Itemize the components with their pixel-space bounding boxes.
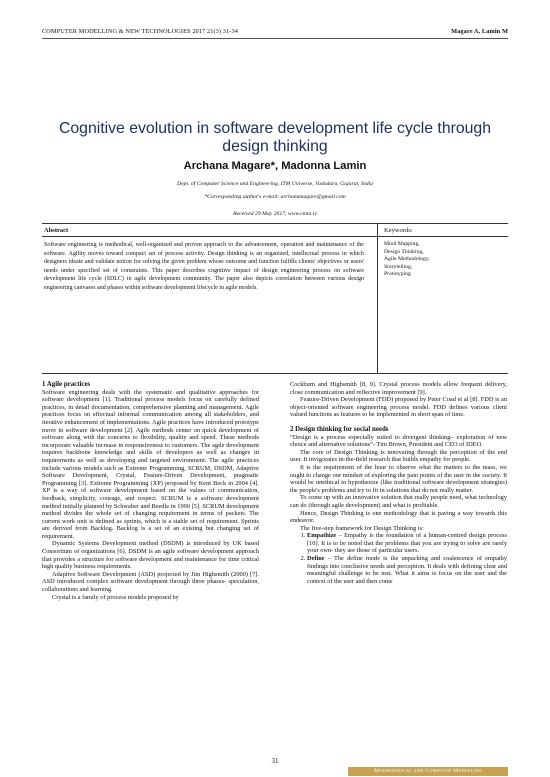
quote: “Design is a process especially suited to divergent thinking– exploration of new choice and alternative solutions”- Tim Brown, President and CEO of IDEO.: [290, 433, 507, 449]
corresponding-email: *Corresponding author's e-mail: archanamagare@gmail.com: [204, 194, 346, 200]
keyword-item: Mind Mapping,: [384, 241, 420, 247]
paragraph: Crystal is a family of process models proposed by: [52, 593, 179, 601]
paragraph: It is the requirement of the hour to observe what the matters to the mass, we ought to change our mindset of exploring the pain points of the user in the society. It would be unethical to hypothesize (like traditional software development strategies) the people's problems and try to fit in solutions that do not really matter.: [290, 463, 507, 494]
step-term: Define: [307, 555, 325, 563]
abstract-bottom-rule: [42, 373, 508, 374]
abstract-keywords-divider: [377, 223, 378, 373]
list-item: [307, 532, 507, 555]
paragraph: Adaptive Software Development (ASD) projected by Jim Highsmith (2000) [7]. ASD introduced complex software development through three phases- speculation, collaborations and learning.: [42, 570, 259, 594]
keywords-list: [384, 241, 430, 279]
right-column: [290, 381, 507, 585]
step-term: Empathize: [307, 532, 337, 540]
step-text: – The define mode is the unpacking and coalescence of empathy findings into conclusive needs and perception. It deals with defining clear and meaningful challenge to be met. What it aims is focus on the user and the context of the user and then come: [307, 555, 507, 585]
paragraph: Hence, Design Thinking is one methodology that is paving a way towards this endeavor.: [290, 509, 507, 525]
paper-title: Cognitive evolution in software development life cycle through design thinking: [58, 120, 492, 155]
paragraph: Feature-Driven Development (FDD) proposed by Peter Coad et al [8]. FDD is an object-oriented software engineering process model. FDD defines various client valued functions as features to be implemented in short span of time.: [290, 396, 507, 419]
paragraph: The five-step framework for Design Thinking is:: [300, 524, 424, 532]
keywords-heading: Keywords:: [384, 227, 413, 234]
section-heading-design-thinking: 2 Design thinking for social needs: [290, 425, 389, 433]
keyword-item: Agile Methodology,: [384, 256, 430, 263]
paragraph: To come up with an innovative solution that really people need, what technology can do (through agile development) and what is profitable.: [290, 494, 507, 509]
step-text: – Empathy is the foundation of a human-centred design process [10]. It is to be noted that the problems that you are trying to solve are rarely your own- they are those of particular users.: [307, 532, 507, 555]
keyword-item: Prototyping: [384, 271, 411, 278]
abstract-heading-rule: [42, 236, 508, 237]
list-item: [307, 555, 507, 585]
paragraph: Software engineering deals with the systematic and qualitative approaches for software development [1]. Traditional process models focus on carefully defined practices, in detail documentation, comprehensive planning and management. Agile practices focus on effectual informal communication among all stakeholders, and iterative enhancement of implementations. Agile practices have introduced prototype move in software development [2]. Agile methods center on quick development of software along with the concerns to flexibility, quality and speed. These methods incorporate valuable increase in responsiveness to customers. The agile development requires backbone knowledge and skills of developers as well as changes in requirements as well as developing and targeted environment. The agile practices include various models such as Extreme Programming, SCRUM, DSDM, Adaptive Software Development, Crystal, Feature-Driven Development, pragmatic Programming [3]. Extreme Programming (XP) proposed by Kent Beck in 2004 [4]. XP is a way of software development based on the values of communication, feedback, simplicity, courage, and respect. SCRUM is a software development method initially planned by Schwaber and Beedle in 1990 [5]. SCRUM development method divides the whole set of changing requirement in terms of packets. The current work unit is defined as sprints, which is a stable set of requirement. Sprints are derived from Backlog. Backlog is a set of an existing but changing set of requirement.: [42, 388, 259, 540]
design-thinking-steps: [290, 532, 507, 585]
running-header-journal: COMPUTER MODELLING & NEW TECHNOLOGIES 2017 21(3) 31-34: [42, 28, 238, 35]
running-header-authors: Magare A, Lamin M: [451, 28, 508, 35]
author-affiliation: Dept. of Computer Science and Engineering, ITM Universe, Vadodara, Gujarat, India: [176, 181, 374, 187]
received-date: Received 29 May 2017, www.cmnt.lv: [233, 211, 317, 217]
keyword-item: Storytelling,: [384, 263, 413, 270]
abstract-text: Software engineering is methodical, well-organized and proven approach to the advancement, operation and maintenance of the software. Agility moves toward compact set of process activity. Design thinking is an organized, intellectual process in which designers ideate and validate notion for solving the given problem whose outcome and function fulfills clients' objectives or users' needs under specified set of constraints. This paper describes cognitive impact of design engineering process on software development life cycle (SDLC) in agile development community. The paper also depicts correlation between various design engineering canvases and phases within software development lifecycle in agile models.: [44, 242, 364, 291]
header-divider: [42, 38, 508, 39]
page-number: 31: [271, 757, 279, 765]
journal-band: Mathematical and Computer Modelling: [348, 767, 508, 776]
abstract-top-rule: [42, 223, 508, 224]
paragraph: Cockburn and Highsmith [8, 9]. Crystal process models allow frequent delivery, close communication and reflective improvement [9].: [290, 381, 507, 396]
abstract-heading: Abstract: [44, 227, 69, 234]
left-column: [42, 381, 259, 601]
paragraph: The core of Design Thinking is innovating through the perception of the end user. It invigorates in-the-field research that builds empathy for people.: [290, 448, 507, 464]
keyword-item: Design Thinking,: [384, 248, 424, 255]
paragraph: Dynamic Systems Development method (DSDM) is introduced by UK based Consortium of organizations [6]. DSDM is an agile software development approach that provides a structure for software development and maintenance for time critical high quality business requirements.: [42, 540, 259, 571]
section-heading-agile: 1 Agile practices: [42, 381, 91, 388]
author-names: Archana Magare*, Madonna Lamin: [183, 160, 367, 172]
